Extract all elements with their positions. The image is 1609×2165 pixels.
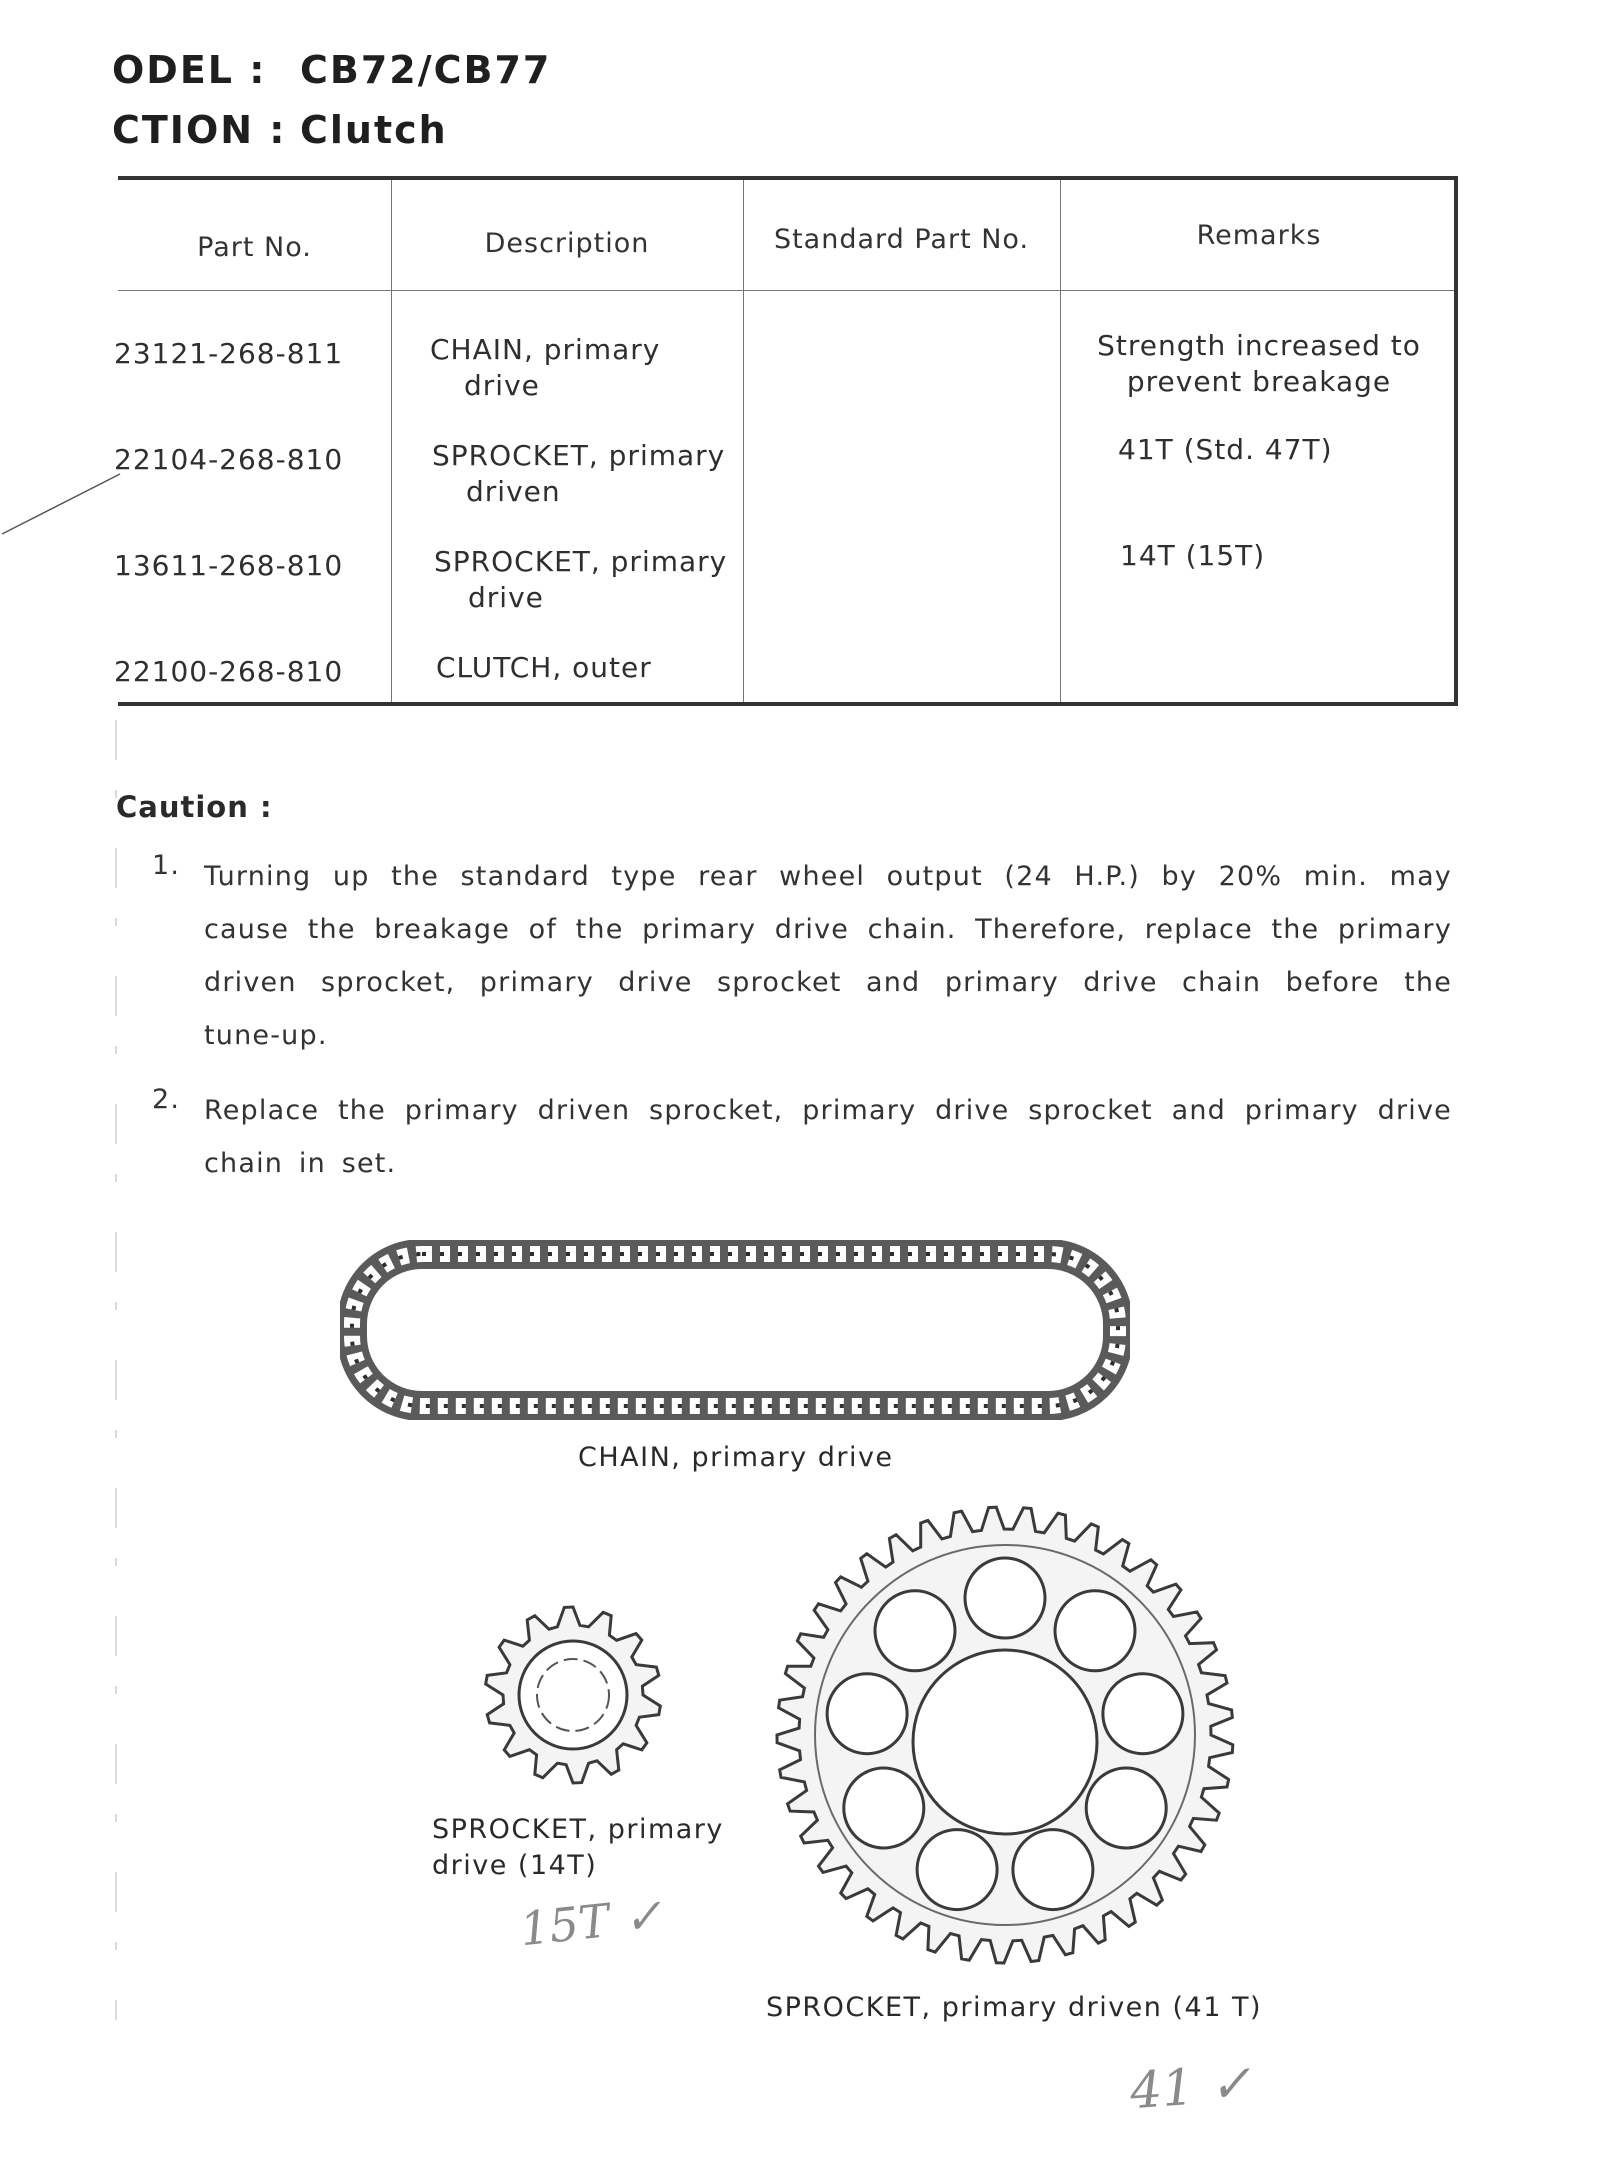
caution-item: 2. Replace the primary driven sprocket, primary drive sprocket and primary drive chain in set. xyxy=(152,1084,1452,1179)
caution-title: Caution : xyxy=(116,790,273,824)
scan-mark xyxy=(0,470,130,540)
small-sprocket-caption: SPROCKET, primary drive (14T) xyxy=(432,1814,724,1881)
chain-caption: CHAIN, primary drive xyxy=(578,1442,894,1473)
column-divider xyxy=(1060,180,1061,702)
model-label: ODEL : xyxy=(112,48,267,92)
header-divider xyxy=(118,290,1454,291)
sprocket-center-hole xyxy=(913,1650,1097,1834)
section-heading xyxy=(112,108,448,152)
caution-item: 1. Turning up the standard type rear wheel output (24 H.P.) by 20% min. may cause the breakage of the primary drive chain. Therefore, replace the primary driven sprocket, primary drive sprocket and primary drive chain before the tune-up. xyxy=(152,850,1452,1051)
scan-margin-line xyxy=(114,720,118,2020)
handwritten-note-small: 15T ✓ xyxy=(517,1887,665,1957)
section-label: CTION : xyxy=(112,108,287,152)
model-value: CB72/CB77 xyxy=(300,48,552,92)
model-heading xyxy=(112,48,551,92)
description-cell: CHAIN, primary drive xyxy=(430,333,661,402)
chain-illustration xyxy=(340,1240,1130,1420)
remarks-cell: Strength increased to prevent breakage xyxy=(1097,329,1421,398)
sprocket-lightening-hole xyxy=(1055,1591,1135,1671)
part-no-cell: 23121-268-811 xyxy=(114,337,344,370)
sprocket-lightening-hole xyxy=(844,1768,924,1848)
column-header-part-no: Part No. xyxy=(197,232,312,263)
sprocket-lightening-hole xyxy=(827,1674,907,1754)
part-no-cell: 13611-268-810 xyxy=(114,549,344,582)
remarks-cell: 14T (15T) xyxy=(1120,539,1266,572)
small-sprocket-illustration xyxy=(478,1600,668,1790)
sprocket-lightening-hole xyxy=(1086,1768,1166,1848)
column-header-remarks: Remarks xyxy=(1196,220,1322,251)
part-no-cell: 22100-268-810 xyxy=(114,655,344,688)
part-no-cell: 22104-268-810 xyxy=(114,443,344,476)
parts-table xyxy=(114,176,1458,706)
sprocket-spline xyxy=(537,1659,609,1731)
description-cell: SPROCKET, primary drive xyxy=(434,545,728,614)
handwritten-note-large: 41 ✓ xyxy=(1128,2053,1254,2121)
large-sprocket-illustration xyxy=(770,1500,1240,1970)
sprocket-lightening-hole xyxy=(917,1830,997,1910)
column-divider xyxy=(743,180,744,702)
section-value: Clutch xyxy=(300,108,448,152)
sprocket-lightening-hole xyxy=(965,1558,1045,1638)
large-sprocket-caption: SPROCKET, primary driven (41 T) xyxy=(766,1992,1262,2023)
sprocket-lightening-hole xyxy=(875,1591,955,1671)
caution-list xyxy=(152,850,1452,1212)
remarks-cell: 41T (Std. 47T) xyxy=(1118,433,1333,466)
description-cell: CLUTCH, outer xyxy=(436,651,652,684)
sprocket-lightening-hole xyxy=(1103,1674,1183,1754)
chain-links xyxy=(352,1254,1118,1406)
column-header-description: Description xyxy=(484,228,650,259)
description-cell: SPROCKET, primary driven xyxy=(432,439,726,508)
column-header-standard-part-no: Standard Part No. xyxy=(773,224,1030,255)
sprocket-lightening-hole xyxy=(1013,1830,1093,1910)
